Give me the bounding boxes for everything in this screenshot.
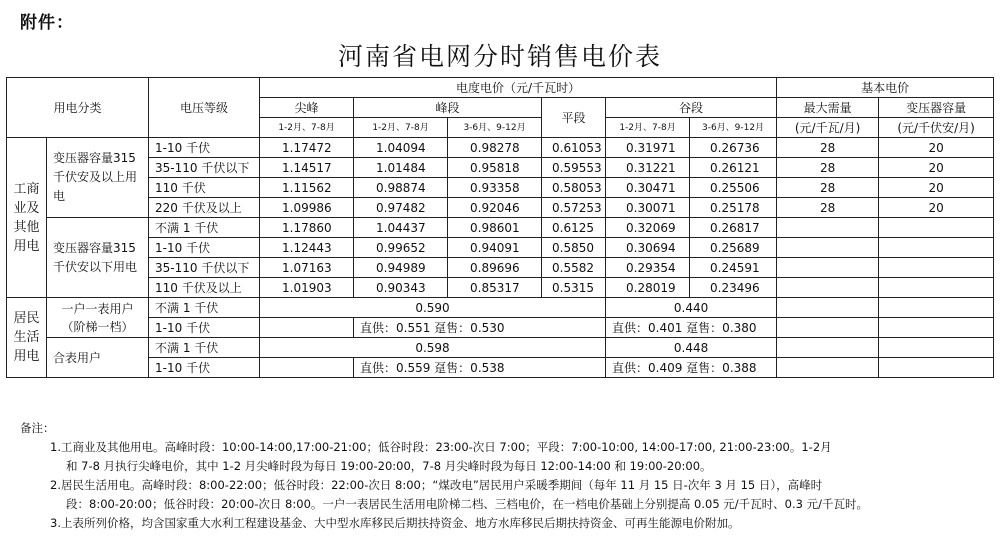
table-row (7, 158, 994, 178)
max-demand-unit: (元/千瓦/月) (777, 118, 879, 138)
value-cell: 0.6125 (542, 218, 606, 238)
voltage-cell: 110 千伏及以上 (149, 278, 260, 298)
value-cell: 0.25689 (690, 238, 777, 258)
value-cell: 0.89696 (448, 258, 542, 278)
value-cell: 0.29354 (606, 258, 690, 278)
col-peak: 峰段 (354, 98, 542, 118)
value-cell: 0.57253 (542, 198, 606, 218)
col-sharp-peak: 尖峰 (260, 98, 354, 118)
voltage-cell: 1-10 千伏 (149, 318, 260, 338)
empty-cell (260, 358, 354, 378)
voltage-cell: 220 千伏及以上 (149, 198, 260, 218)
value-cell: 1.17472 (260, 138, 354, 158)
value-cell: 0.23496 (690, 278, 777, 298)
residential-category: 居民生活用电 (7, 298, 47, 378)
small-capacity-category: 变压器容量315千伏安以下用电 (47, 218, 149, 298)
value-cell: 1.17860 (260, 218, 354, 238)
value-cell: 0.5582 (542, 258, 606, 278)
value-cell: 0.61053 (542, 138, 606, 158)
empty-cell (777, 258, 879, 278)
note-1-line-1: 1.工商业及其他用电。高峰时段：10:00-14:00,17:00-21:00；低谷时段：23:00-次日 7:00；平段：7:00-10:00, 14:00-17:00, 21:00-23:00。1-2月 (50, 440, 832, 454)
voltage-cell: 1-10 千伏 (149, 358, 260, 378)
value-cell: 0.93358 (448, 178, 542, 198)
value-cell: 1.07163 (260, 258, 354, 278)
value-cell: 28 (777, 198, 879, 218)
value-cell: 0.98601 (448, 218, 542, 238)
transformer-unit: (元/千伏安/月) (879, 118, 994, 138)
basic-price-group: 基本电价 (777, 78, 994, 98)
value-cell: 0.98278 (448, 138, 542, 158)
peak-merged-value: 0.590 (260, 298, 606, 318)
value-cell: 1.01903 (260, 278, 354, 298)
empty-cell (260, 318, 354, 338)
empty-cell (879, 318, 994, 338)
sub-sharp-months: 1-2月、7-8月 (260, 118, 354, 138)
empty-cell (777, 218, 879, 238)
value-cell: 0.98874 (354, 178, 448, 198)
value-cell: 0.90343 (354, 278, 448, 298)
voltage-cell: 1-10 千伏 (149, 138, 260, 158)
value-cell: 28 (777, 138, 879, 158)
value-cell: 0.5850 (542, 238, 606, 258)
table-row (7, 298, 994, 318)
table-row (7, 278, 994, 298)
value-cell: 1.14517 (260, 158, 354, 178)
voltage-cell: 110 千伏 (149, 178, 260, 198)
empty-cell (879, 278, 994, 298)
value-cell: 0.30694 (606, 238, 690, 258)
table-row (7, 198, 994, 218)
value-cell: 1.09986 (260, 198, 354, 218)
value-cell: 0.30071 (606, 198, 690, 218)
sub-valley-months-a: 1-2月、7-8月 (606, 118, 690, 138)
table-row (7, 318, 994, 338)
empty-cell (777, 278, 879, 298)
value-cell: 0.94091 (448, 238, 542, 258)
voltage-cell: 1-10 千伏 (149, 238, 260, 258)
col-max-demand: 最大需量 (777, 98, 879, 118)
note-2-line-2: 段：8:00-20:00；低谷时段：20:00-次日 8:00。一户一表居民生活用电阶梯二档、三档电价，在一档电价基础上分别提高 0.05 元/千瓦时、0.3 元/千瓦时。 (66, 497, 868, 511)
valley-merged-value: 0.448 (606, 338, 777, 358)
voltage-cell: 不满 1 千伏 (149, 338, 260, 358)
value-cell: 28 (777, 158, 879, 178)
industrial-category: 工商业及其他用电 (7, 138, 47, 298)
col-flat: 平段 (542, 98, 606, 138)
value-cell: 1.12443 (260, 238, 354, 258)
empty-cell (777, 358, 879, 378)
value-cell: 20 (879, 138, 994, 158)
sub-valley-months-b: 3-6月、9-12月 (690, 118, 777, 138)
table-row (7, 138, 994, 158)
empty-cell (777, 298, 879, 318)
notes (20, 419, 868, 533)
value-cell: 0.99652 (354, 238, 448, 258)
value-cell: 0.31971 (606, 138, 690, 158)
value-cell: 0.25506 (690, 178, 777, 198)
table-row (7, 338, 994, 358)
col-valley: 谷段 (606, 98, 777, 118)
empty-cell (879, 338, 994, 358)
value-cell: 0.31221 (606, 158, 690, 178)
peak-merged-value: 直供：0.551 趸售：0.530 (354, 318, 606, 338)
voltage-cell: 35-110 千伏以下 (149, 158, 260, 178)
voltage-cell: 不满 1 千伏 (149, 218, 260, 238)
value-cell: 0.25178 (690, 198, 777, 218)
table-row (7, 218, 994, 238)
value-cell: 0.85317 (448, 278, 542, 298)
voltage-cell: 不满 1 千伏 (149, 298, 260, 318)
empty-cell (879, 218, 994, 238)
value-cell: 1.04094 (354, 138, 448, 158)
sub-peak-months-b: 3-6月、9-12月 (448, 118, 542, 138)
col-transformer: 变压器容量 (879, 98, 994, 118)
value-cell: 0.32069 (606, 218, 690, 238)
peak-merged-value: 直供：0.559 趸售：0.538 (354, 358, 606, 378)
header-row-1 (7, 78, 994, 98)
value-cell: 0.95818 (448, 158, 542, 178)
sub-peak-months-a: 1-2月、7-8月 (354, 118, 448, 138)
value-cell: 0.26817 (690, 218, 777, 238)
peak-merged-value: 0.598 (260, 338, 606, 358)
empty-cell (879, 258, 994, 278)
table-row (7, 358, 994, 378)
value-cell: 20 (879, 198, 994, 218)
value-cell: 1.04437 (354, 218, 448, 238)
note-3: 3.上表所列价格，均含国家重大水利工程建设基金、大中型水库移民后期扶持资金、地方水库移民后期扶持资金、可再生能源电价附加。 (50, 516, 740, 530)
value-cell: 0.59553 (542, 158, 606, 178)
single-meter-category: 一户一表用户（阶梯一档） (47, 298, 149, 338)
note-1-line-2: 和 7-8 月执行尖峰电价，其中 1-2 月尖峰时段为每日 19:00-20:00，7-8 月尖峰时段为每日 12:00-14:00 和 19:00-20:00。 (66, 459, 712, 473)
value-cell: 0.28019 (606, 278, 690, 298)
empty-cell (777, 338, 879, 358)
empty-cell (879, 358, 994, 378)
table-row (7, 238, 994, 258)
large-capacity-category: 变压器容量315千伏安及以上用电 (47, 138, 149, 218)
empty-cell (879, 238, 994, 258)
price-table (6, 77, 994, 378)
value-cell: 0.97482 (354, 198, 448, 218)
voltage-cell: 35-110 千伏以下 (149, 258, 260, 278)
empty-cell (777, 318, 879, 338)
valley-merged-value: 0.440 (606, 298, 777, 318)
value-cell: 28 (777, 178, 879, 198)
value-cell: 0.92046 (448, 198, 542, 218)
value-cell: 0.5315 (542, 278, 606, 298)
value-cell: 0.30471 (606, 178, 690, 198)
table-row (7, 178, 994, 198)
value-cell: 0.24591 (690, 258, 777, 278)
attachment-label: 附件： (20, 13, 74, 33)
page-title: 河南省电网分时销售电价表 (337, 42, 662, 71)
value-cell: 1.01484 (354, 158, 448, 178)
table-row (7, 258, 994, 278)
value-cell: 20 (879, 178, 994, 198)
empty-cell (879, 298, 994, 318)
value-cell: 0.94989 (354, 258, 448, 278)
note-2-line-1: 2.居民生活用电。高峰时段：8:00-22:00；低谷时段：22:00-次日 8:00；“煤改电”居民用户采暖季期间（每年 11 月 15 日-次年 3 月 15 日），高峰时 (50, 478, 823, 492)
empty-cell (777, 238, 879, 258)
col-voltage: 电压等级 (149, 78, 260, 138)
notes-heading: 备注： (20, 421, 55, 435)
valley-merged-value: 直供：0.409 趸售：0.388 (606, 358, 777, 378)
col-category: 用电分类 (7, 78, 149, 138)
valley-merged-value: 直供：0.401 趸售：0.380 (606, 318, 777, 338)
value-cell: 0.26121 (690, 158, 777, 178)
value-cell: 0.26736 (690, 138, 777, 158)
value-cell: 1.11562 (260, 178, 354, 198)
value-cell: 0.58053 (542, 178, 606, 198)
shared-meter-category: 合表用户 (47, 338, 149, 378)
value-cell: 20 (879, 158, 994, 178)
energy-price-group: 电度电价（元/千瓦时） (260, 78, 777, 98)
